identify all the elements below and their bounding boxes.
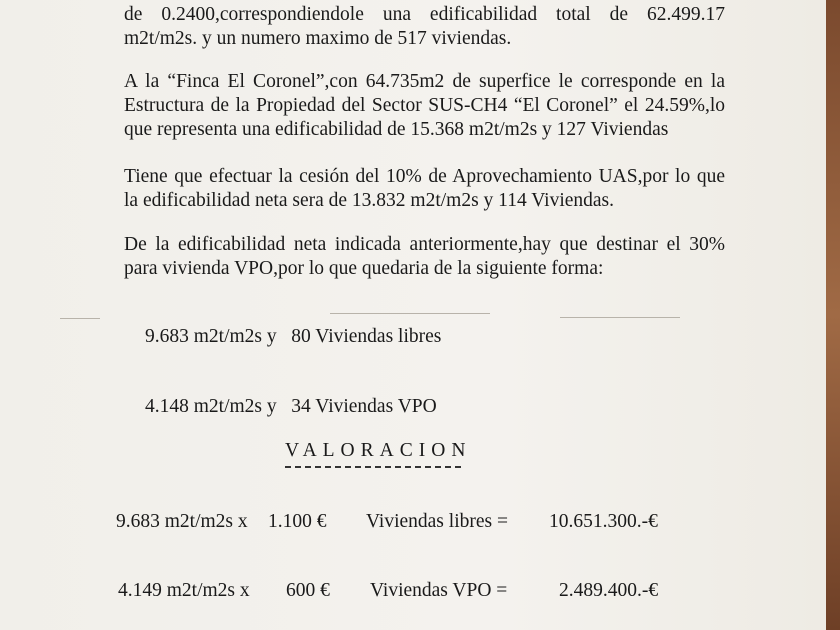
valoracion-heading: VALORACION bbox=[285, 440, 472, 461]
paragraph-1-line-2: m2t/m2s. y un numero maximo de 517 viviendas. bbox=[124, 28, 512, 49]
valoracion-label: Viviendas VPO = bbox=[370, 580, 508, 601]
distribution-row-libres: 9.683 m2t/m2s y 80 Viviendas libres bbox=[145, 326, 442, 347]
scan-mark bbox=[330, 313, 490, 314]
valoracion-price: 600 € bbox=[286, 580, 330, 601]
heading-underline bbox=[285, 466, 461, 468]
paragraph-2-line-1: A la “Finca El Coronel”,con 64.735m2 de superfice le corresponde en la bbox=[124, 71, 725, 92]
desk-surface bbox=[826, 0, 840, 630]
valoracion-area: 9.683 m2t/m2s x bbox=[116, 511, 248, 532]
valoracion-area: 4.149 m2t/m2s x bbox=[118, 580, 250, 601]
paragraph-3-line-1: Tiene que efectuar la cesión del 10% de Aprovechamiento UAS,por lo que bbox=[124, 166, 725, 187]
paragraph-2-line-3: que representa una edificabilidad de 15.368 m2t/m2s y 127 Viviendas bbox=[124, 119, 669, 140]
valoracion-total: 10.651.300.-€ bbox=[549, 511, 658, 532]
scan-mark bbox=[60, 318, 100, 319]
valoracion-label: Viviendas libres = bbox=[366, 511, 508, 532]
paragraph-3-line-2: la edificabilidad neta sera de 13.832 m2t/m2s y 114 Viviendas. bbox=[124, 190, 615, 211]
paragraph-1-line-1: de 0.2400,correspondiendole una edificabilidad total de 62.499.17 bbox=[124, 4, 725, 25]
paragraph-2-line-2: Estructura de la Propiedad del Sector SUS-CH4 “El Coronel” el 24.59%,lo bbox=[124, 95, 725, 116]
valoracion-price: 1.100 € bbox=[268, 511, 327, 532]
valoracion-total: 2.489.400.-€ bbox=[559, 580, 659, 601]
paragraph-4-line-2: para vivienda VPO,por lo que quedaria de la siguiente forma: bbox=[124, 258, 604, 279]
scan-mark bbox=[560, 317, 680, 318]
paragraph-4-line-1: De la edificabilidad neta indicada anteriormente,hay que destinar el 30% bbox=[124, 234, 725, 255]
distribution-row-vpo: 4.148 m2t/m2s y 34 Viviendas VPO bbox=[145, 396, 437, 417]
